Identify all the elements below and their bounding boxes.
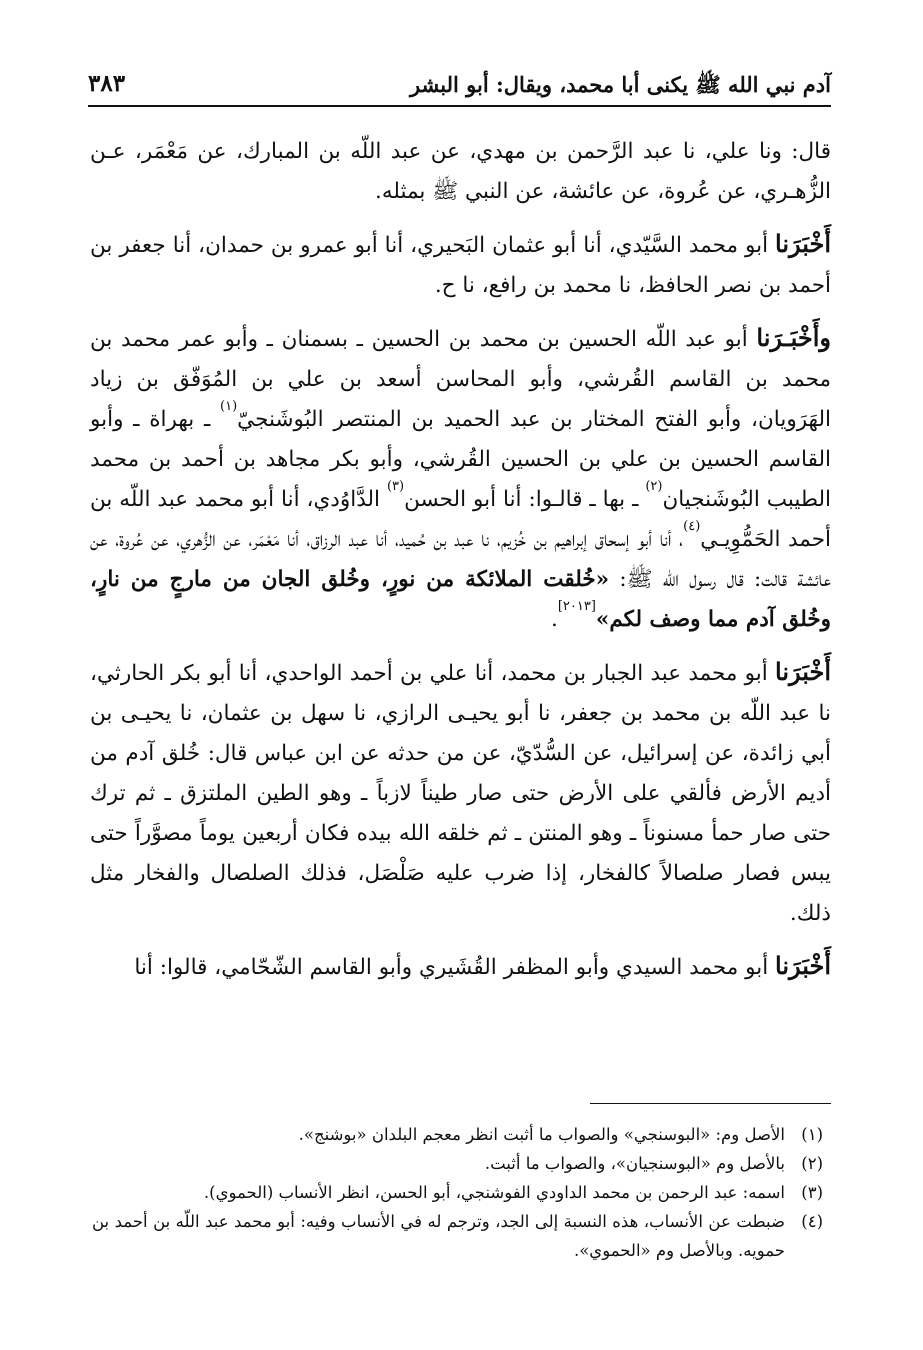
text-segment: ـ بهراة ـ وأبو القاسم الحسين بن علي بن الحسين القُرشي، وأبو بكر مجاهد بن أحمد بن محمد الطيبب البُوشَنجيان bbox=[90, 407, 831, 512]
footnote-number: (٣) bbox=[801, 1183, 823, 1202]
text-segment: قال: ونا علي، نا عبد الرَّحمن بن مهدي، عن عبد اللّه بن المبارك، عن مَعْمَر، عـن الزُّهـري، عن عُروة، عن عائشة، عن النبي ﷺ بمثله. bbox=[90, 139, 831, 204]
footnote bbox=[92, 1207, 823, 1265]
footnote-number: (١) bbox=[801, 1125, 823, 1144]
footnote-reference: [٢٠١٣] bbox=[557, 599, 596, 614]
text-segment: أبو محمد السيدي وأبو المظفر القُشَيري وأبو القاسم الشّحّامي، قالوا: أنا bbox=[134, 955, 776, 980]
text-segment: . bbox=[550, 607, 558, 632]
footnote-text: الأصل وم: «البوسنجي» والصواب ما أثبت انظر معجم البلدان «بوشنج». bbox=[298, 1125, 785, 1144]
footnote-text: ضبطت عن الأنساب، هذه النسبة إلى الجد، وترجم له في الأنساب وفيه: أبو محمد عبد اللّه بن أحمد بن حمويه. وبالأصل وم «الحموي». bbox=[92, 1212, 785, 1260]
footnotes bbox=[92, 1120, 823, 1265]
footnote bbox=[92, 1178, 823, 1207]
paragraph bbox=[90, 652, 831, 934]
paragraph-lead-word: أَخْبَرَنا bbox=[775, 229, 831, 258]
footnote-text: اسمه: عبد الرحمن بن محمد الداودي الفوشنجي، أبو الحسن، انظر الأنساب (الحموي). bbox=[203, 1183, 785, 1202]
page-header bbox=[88, 66, 831, 106]
text-segment: الدَّاوُدي، أنا أبو محمد عبد اللّه بن أحمد الحَمُّوِيـي bbox=[90, 487, 831, 552]
paragraph bbox=[90, 132, 831, 212]
paragraph bbox=[90, 224, 831, 306]
paragraph-lead-word: أَخْبَرَنا bbox=[775, 951, 831, 980]
running-title: آدم نبي الله ﷺ يكنى أبا محمد، ويقال: أبو البشر bbox=[409, 72, 831, 97]
paragraph-lead-word: أَخْبَرَنا bbox=[775, 657, 831, 686]
footnote-number: (٤) bbox=[801, 1212, 823, 1231]
footnote-rule bbox=[590, 1103, 831, 1104]
text-segment: أبو محمد عبد الجبار بن محمد، أنا علي بن أحمد الواحدي، أنا أبو بكر الحارثي، نا عبد اللّه بن محمد بن جعفر، نا أبو يحيـى الرازي، نا سهل بن عثمان، نا يحيـى بن أبي زائدة، عن إسرائيل، عن السُّدّيّ، عن من حدثه عن ابن عباس قال: خُلق آدم من أديم الأرض فألقي على الأرض حتى صار طيناً لازباً ـ وهو الطين الملتزق ـ ثم ترك حتى صار حمأ مسنوناً ـ وهو المنتن ـ ثم خلقه الله بيده فكان أربعين يوماً مصوَّراً حتى يبس فصار صلصالاً كالفخار، إذا ضرب عليه صَلْصَل، فذلك الصلصال والفخار مثل ذلك. bbox=[90, 661, 831, 926]
footnote bbox=[92, 1120, 823, 1149]
main-text bbox=[90, 132, 831, 1000]
footnote-reference: (٣) bbox=[386, 479, 405, 494]
footnote-reference: (١) bbox=[220, 399, 238, 414]
footnote-reference: (٤) bbox=[683, 519, 701, 534]
paragraph bbox=[90, 318, 831, 640]
text-segment: أبو محمد السَّيّدي، أنا أبو عثمان البَحيري، أنا أبو عمرو بن حمدان، أنا جعفر بن أحمد بن نصر الحافظ، نا محمد بن رافع، نا ح. bbox=[90, 233, 831, 298]
footnote bbox=[92, 1149, 823, 1178]
hadith-text: «خُلقت الملائكة من نورٍ، وخُلق الجان من مارجٍ من نارٍ، وخُلق آدم مما وصف لكم» bbox=[90, 567, 831, 632]
footnote-number: (٢) bbox=[801, 1154, 823, 1173]
text-segment: ـ بها ـ قالـوا: أنا أبو الحسن bbox=[404, 487, 646, 512]
paragraph bbox=[90, 946, 831, 988]
text-segment: أبو عبد اللّه الحسين بن محمد بن الحسين ـ بسمنان ـ وأبو عمر محمد بن محمد بن القاسم القُرشي، وأبو المحاسن أسعد بن علي بن المُوَفّق بن زياد الهَرَويان، وأبو الفتح المختار بن عبد الحميد بن المنتصر البُوشَنجيّ bbox=[90, 327, 831, 432]
footnote-reference: (٢) bbox=[645, 479, 663, 494]
text-segment: ، أنا أبو إسحاق إبراهيم بن خُزيم، نا عبد بن حُميد، أنا عبد الرزاق، أنا مَعْمَر، عن الزُّهري، عن عُروة، عن عائشة قالت: قال رسول الله ﷺ: bbox=[90, 527, 832, 592]
paragraph-lead-word: وأَخْبَـرَنا bbox=[756, 323, 831, 352]
header-rule bbox=[88, 105, 831, 107]
footnote-text: بالأصل وم «البوسنجيان»، والصواب ما أثبت. bbox=[484, 1154, 785, 1173]
page-number: ٣٨٣ bbox=[88, 70, 126, 97]
